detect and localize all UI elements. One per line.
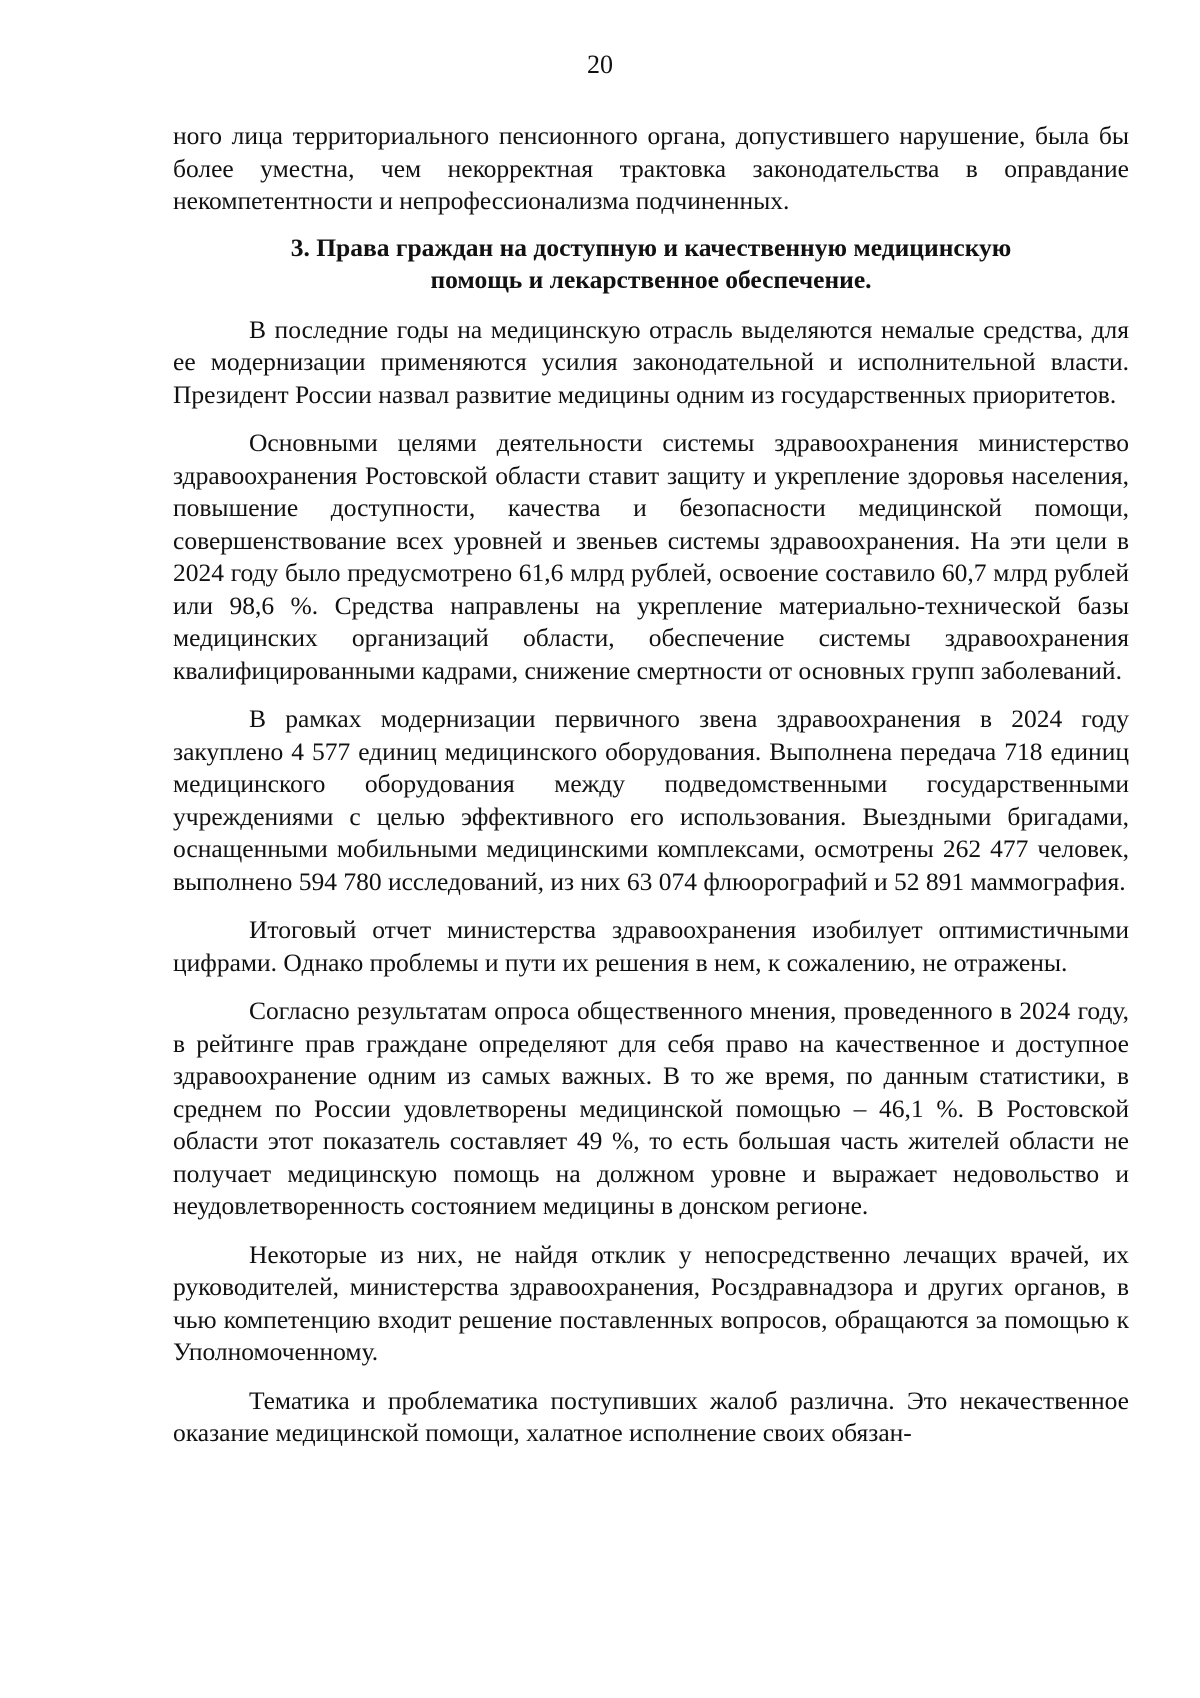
- section-heading: [173, 232, 1129, 296]
- paragraph: В последние годы на медицинскую отрасль выделяются немалые средства, для ее модернизации применяются усилия законодательной и исполнительной власти. Президент России назвал развитие медицины одним из государственных приоритетов.: [173, 314, 1129, 409]
- paragraph: Некоторые из них, не найдя отклик у непосредственно лечащих врачей, их руководителей, министерства здравоохранения, Росздравнадзора и других органов, в чью компетенцию входит решение поставленных вопросов, обращаются за помощью к Уполномоченному.: [173, 1239, 1129, 1366]
- section-heading-line-2: помощь и лекарственное обеспечение.: [430, 264, 872, 294]
- page-number: 20: [587, 50, 613, 79]
- document-body: [173, 120, 1129, 1466]
- section-heading-line-1: 3. Права граждан на доступную и качественную медицинскую: [290, 232, 1012, 262]
- paragraph: В рамках модернизации первичного звена здравоохранения в 2024 году закуплено 4 577 единиц медицинского оборудования. Выполнена передача 718 единиц медицинского оборудования между подведомственными государственными учреждениями с целью эффективного его использования. Выездными бригадами, оснащенными мобильными медицинскими комплексами, осмотрены 262 477 человек, выполнено 594 780 исследований, из них 63 074 флюорографий и 52 891 маммография.: [173, 704, 1129, 896]
- intro-paragraph: ного лица территориального пенсионного органа, допустившего нарушение, была бы более уместна, чем некорректная трактовка законодательства в оправдание некомпетентности и непрофессионализма подчиненных.: [173, 121, 1129, 215]
- paragraph: Тематика и проблематика поступивших жалоб различна. Это некачественное оказание медицинской помощи, халатное исполнение своих обязан-: [173, 1385, 1129, 1447]
- paragraph: Согласно результатам опроса общественного мнения, проведенного в 2024 году, в рейтинге прав граждане определяют для себя право на качественное и доступное здравоохранение одним из самых важных. В то же время, по данным статистики, в среднем по России удовлетворены медицинской помощью – 46,1 %. В Ростовской области этот показатель составляет 49 %, то есть большая часть жителей области не получает медицинскую помощь на должном уровне и выражает недовольство и неудовлетворенность состоянием медицины в донском регионе.: [173, 996, 1129, 1220]
- paragraph: Основными целями деятельности системы здравоохранения министерство здравоохранения Ростовской области ставит защиту и укрепление здоровья населения, повышение доступности, качества и безопасности медицинской помощи, совершенствование всех уровней и звеньев системы здравоохранения. На эти цели в 2024 году было предусмотрено 61,6 млрд рублей, освоение составило 60,7 млрд рублей или 98,6 %. Средства направлены на укрепление материально-технической базы медицинских организаций области, обеспечение системы здравоохранения квалифицированными кадрами, снижение смертности от основных групп заболеваний.: [173, 428, 1129, 685]
- paragraph: Итоговый отчет министерства здравоохранения изобилует оптимистичными цифрами. Однако проблемы и пути их решения в нем, к сожалению, не отражены.: [173, 915, 1129, 977]
